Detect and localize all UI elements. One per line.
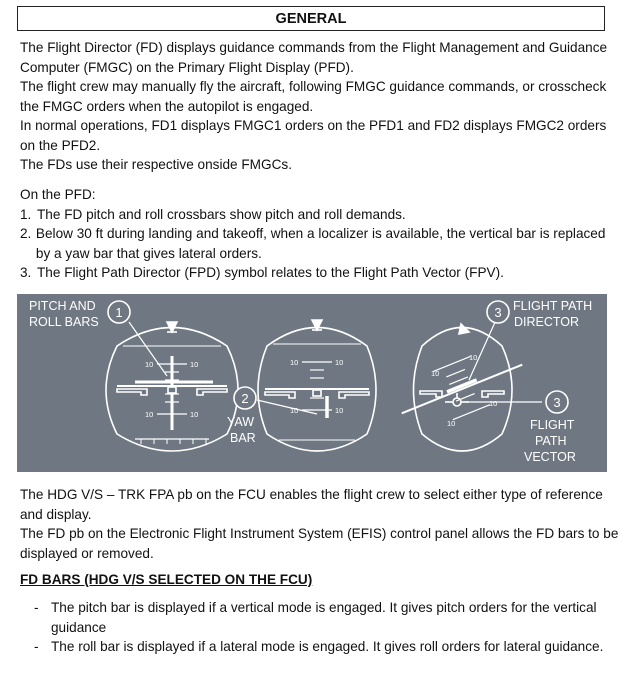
label-pitch-roll-line1: PITCH AND: [29, 299, 96, 313]
bullet-dash: -: [34, 639, 39, 654]
scale-10: 10: [447, 419, 456, 428]
label-fpv-line2: PATH: [535, 434, 567, 448]
fcu-paragraph: The HDG V/S – TRK FPA pb on the FCU enables the flight crew to select either type of reference and display.: [20, 487, 603, 522]
fd-bars-list: [34, 598, 614, 657]
scale-10: 10: [489, 399, 498, 408]
scale-10: 10: [145, 410, 154, 419]
label-fpd-line2: DIRECTOR: [514, 315, 580, 329]
intro-paragraph: The flight crew may manually fly the aircraft, following FMGC guidance commands, or crosscheck the FMGC orders when the autopilot is engaged.: [20, 79, 607, 114]
fcu-paragraph: The FD pb on the Electronic Flight Instrument System (EFIS) control panel allows the FD bars to be displayed or removed.: [20, 526, 619, 561]
list-item: [34, 598, 614, 637]
item-text: Below 30 ft during landing and takeoff, when a localizer is available, the vertical bar is replaced by a yaw bar that gives lateral orders.: [35, 226, 606, 261]
callout-2: 2: [241, 391, 249, 406]
label-fpd-line1: FLIGHT PATH: [513, 299, 593, 313]
section-header: [17, 6, 605, 31]
list-item: [34, 637, 614, 657]
intro-paragraph: The Flight Director (FD) displays guidance commands from the Flight Management and Guidance Computer (FMGC) on the Primary Flight Display (PFD).: [20, 40, 608, 75]
item-number: 2.: [20, 226, 32, 241]
label-yaw-line1: YAW: [227, 415, 255, 429]
scale-10: 10: [290, 406, 299, 415]
scale-10: 10: [290, 358, 299, 367]
pfd-figure: [17, 294, 607, 472]
callout-1: 1: [115, 305, 123, 320]
scale-10: 10: [335, 358, 344, 367]
pfd-list-item: [20, 224, 620, 263]
section-title: GENERAL: [275, 10, 347, 27]
pfd-heading: On the PFD:: [20, 187, 96, 202]
scale-10: 10: [190, 360, 199, 369]
scale-10: 10: [190, 410, 199, 419]
item-text: The Flight Path Director (FPD) symbol relates to the Flight Path Vector (FPV).: [37, 265, 504, 280]
pfd-display-1: [106, 301, 238, 451]
bullet-text: The pitch bar is displayed if a vertical mode is engaged. It gives pitch orders for the vertical guidance: [51, 600, 597, 635]
scale-10: 10: [431, 369, 440, 378]
callout-3: 3: [553, 395, 561, 410]
scale-10: 10: [469, 353, 478, 362]
pfd-diagram: [17, 294, 607, 472]
label-fpv-line3: VECTOR: [524, 450, 576, 464]
item-text: The FD pitch and roll crossbars show pitch and roll demands.: [37, 206, 406, 222]
fcu-text: [20, 485, 620, 563]
callout-3: 3: [494, 305, 502, 320]
item-number: 1.: [20, 206, 32, 222]
bullet-text: The roll bar is displayed if a lateral mode is engaged. It gives roll orders for lateral guidance.: [51, 639, 604, 654]
pfd-list-item: [20, 263, 620, 283]
intro-paragraph: In normal operations, FD1 displays FMGC1 orders on the PFD1 and FD2 displays FMGC2 orders on the PFD2.: [20, 118, 607, 153]
pfd-list-item: [20, 205, 620, 225]
intro-paragraph: The FDs use their respective onside FMGCs.: [20, 157, 292, 172]
scale-10: 10: [335, 406, 344, 415]
fd-bars-heading: FD BARS (HDG V/S SELECTED ON THE FCU): [20, 572, 313, 587]
label-pitch-roll-line2: ROLL BARS: [29, 315, 99, 329]
scale-10: 10: [145, 360, 154, 369]
bullet-dash: -: [34, 600, 39, 615]
item-number: 3.: [20, 265, 32, 280]
label-fpv-line1: FLIGHT: [530, 418, 575, 432]
pfd-section: [20, 185, 620, 283]
intro-text: [20, 38, 620, 175]
label-yaw-line2: BAR: [230, 431, 256, 445]
